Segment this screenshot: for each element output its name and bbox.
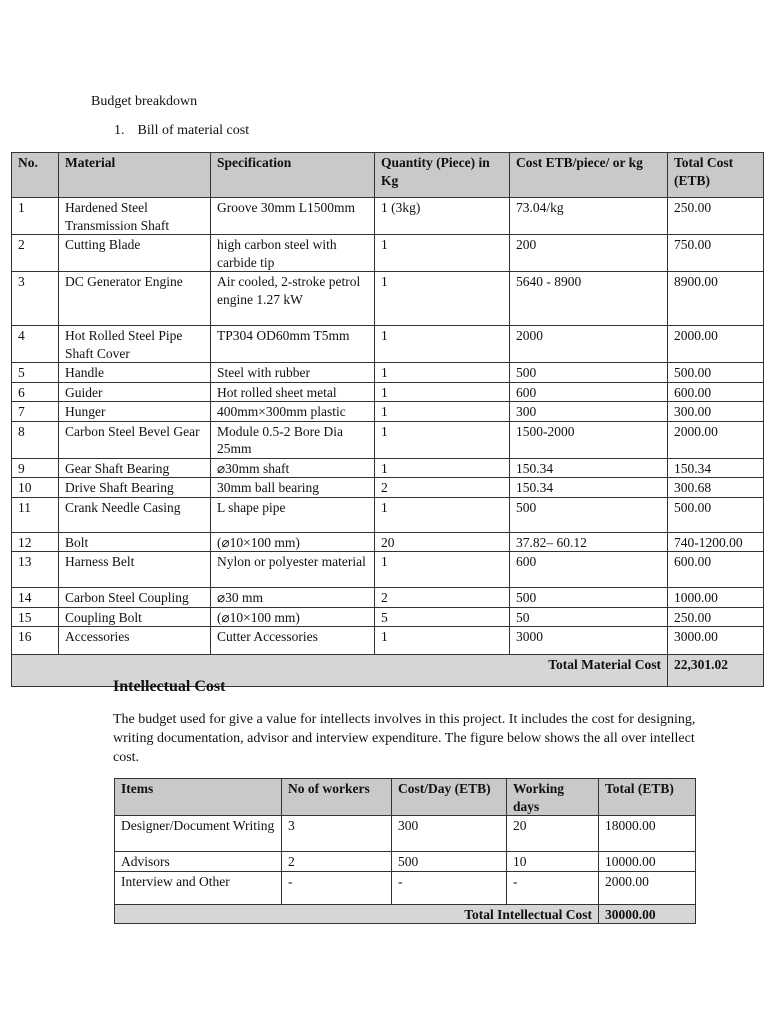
- total-intellectual-cost-row: [115, 904, 696, 924]
- table-row: [12, 272, 764, 326]
- cell-working-days: -: [507, 871, 599, 904]
- table-row: [12, 363, 764, 383]
- cell-specification: high carbon steel with carbide tip: [211, 235, 375, 272]
- cell-no: 2: [12, 235, 59, 272]
- cell-unit-cost: 73.04/kg: [510, 198, 668, 235]
- cell-total-cost: 600.00: [668, 382, 764, 402]
- table-row: [12, 532, 764, 552]
- cell-specification: Steel with rubber: [211, 363, 375, 383]
- column-header-working-days: Working days: [507, 779, 599, 816]
- table-header-row: [115, 779, 696, 816]
- cell-quantity: 1: [375, 421, 510, 458]
- cell-no: 5: [12, 363, 59, 383]
- cell-unit-cost: 500: [510, 363, 668, 383]
- cell-specification: (⌀10×100 mm): [211, 607, 375, 627]
- table-row: [12, 402, 764, 422]
- cell-quantity: 1: [375, 458, 510, 478]
- cell-specification: Groove 30mm L1500mm: [211, 198, 375, 235]
- table-row: [12, 552, 764, 588]
- cell-material: Crank Needle Casing: [59, 497, 211, 532]
- cell-unit-cost: 500: [510, 497, 668, 532]
- table-row: [115, 816, 696, 852]
- cell-total-cost: 1000.00: [668, 588, 764, 608]
- column-header-total-cost: Total Cost (ETB): [668, 153, 764, 198]
- cell-no: 10: [12, 478, 59, 498]
- cell-material: Guider: [59, 382, 211, 402]
- cell-unit-cost: 200: [510, 235, 668, 272]
- cell-material: Bolt: [59, 532, 211, 552]
- cell-no: 6: [12, 382, 59, 402]
- table-row: [12, 458, 764, 478]
- cell-quantity: 2: [375, 478, 510, 498]
- cell-unit-cost: 600: [510, 552, 668, 588]
- cell-no: 12: [12, 532, 59, 552]
- cell-specification: Module 0.5-2 Bore Dia 25mm: [211, 421, 375, 458]
- cell-total-cost: 500.00: [668, 363, 764, 383]
- cell-total-cost: 2000.00: [668, 326, 764, 363]
- cell-unit-cost: 150.34: [510, 458, 668, 478]
- cell-cost-per-day: 300: [392, 816, 507, 852]
- cell-workers: -: [282, 871, 392, 904]
- cell-specification: Air cooled, 2-stroke petrol engine 1.27 kW: [211, 272, 375, 326]
- cell-no: 9: [12, 458, 59, 478]
- cell-quantity: 1: [375, 363, 510, 383]
- cell-material: Carbon Steel Coupling: [59, 588, 211, 608]
- cell-unit-cost: 1500-2000: [510, 421, 668, 458]
- table-row: [12, 198, 764, 235]
- cell-specification: 400mm×300mm plastic: [211, 402, 375, 422]
- cell-quantity: 1: [375, 552, 510, 588]
- cell-quantity: 1 (3kg): [375, 198, 510, 235]
- column-header-unit-cost: Cost ETB/piece/ or kg: [510, 153, 668, 198]
- cell-working-days: 20: [507, 816, 599, 852]
- cell-total-cost: 740-1200.00: [668, 532, 764, 552]
- cell-specification: Hot rolled sheet metal: [211, 382, 375, 402]
- cell-specification: ⌀30 mm: [211, 588, 375, 608]
- intellectual-cost-table: [114, 778, 696, 924]
- cell-material: Hot Rolled Steel Pipe Shaft Cover: [59, 326, 211, 363]
- total-intellectual-cost-label: Total Intellectual Cost: [115, 904, 599, 924]
- cell-total: 10000.00: [599, 852, 696, 872]
- cell-quantity: 1: [375, 402, 510, 422]
- cell-unit-cost: 500: [510, 588, 668, 608]
- cell-material: Accessories: [59, 627, 211, 655]
- cell-material: Cutting Blade: [59, 235, 211, 272]
- cell-no: 4: [12, 326, 59, 363]
- cell-cost-per-day: 500: [392, 852, 507, 872]
- cell-quantity: 1: [375, 627, 510, 655]
- budget-breakdown-heading: Budget breakdown: [91, 94, 198, 109]
- cell-no: 13: [12, 552, 59, 588]
- table-row: [12, 235, 764, 272]
- table-row: [115, 852, 696, 872]
- cell-quantity: 5: [375, 607, 510, 627]
- column-header-cost-per-day: Cost/Day (ETB): [392, 779, 507, 816]
- cell-unit-cost: 37.82– 60.12: [510, 532, 668, 552]
- column-header-specification: Specification: [211, 153, 375, 198]
- cell-unit-cost: 3000: [510, 627, 668, 655]
- cell-no: 11: [12, 497, 59, 532]
- cell-total-cost: 300.68: [668, 478, 764, 498]
- cell-item: Interview and Other: [115, 871, 282, 904]
- cell-material: Hunger: [59, 402, 211, 422]
- cell-specification: ⌀30mm shaft: [211, 458, 375, 478]
- table-row: [12, 382, 764, 402]
- cell-specification: TP304 OD60mm T5mm: [211, 326, 375, 363]
- cell-material: Carbon Steel Bevel Gear: [59, 421, 211, 458]
- cell-quantity: 1: [375, 497, 510, 532]
- column-header-total: Total (ETB): [599, 779, 696, 816]
- cell-cost-per-day: -: [392, 871, 507, 904]
- bill-of-material-subheading: [114, 123, 249, 139]
- cell-no: 1: [12, 198, 59, 235]
- cell-total-cost: 250.00: [668, 198, 764, 235]
- cell-working-days: 10: [507, 852, 599, 872]
- cell-material: Drive Shaft Bearing: [59, 478, 211, 498]
- table-row: [12, 588, 764, 608]
- cell-quantity: 1: [375, 382, 510, 402]
- total-material-cost-label: Total Material Cost: [12, 655, 668, 687]
- cell-no: 7: [12, 402, 59, 422]
- cell-specification: Nylon or polyester material: [211, 552, 375, 588]
- subheading-text: Bill of material cost: [137, 123, 250, 138]
- cell-no: 3: [12, 272, 59, 326]
- cell-total: 18000.00: [599, 816, 696, 852]
- cell-total-cost: 300.00: [668, 402, 764, 422]
- cell-material: Handle: [59, 363, 211, 383]
- total-material-cost-value: 22,301.02: [668, 655, 764, 687]
- cell-unit-cost: 150.34: [510, 478, 668, 498]
- column-header-no: No.: [12, 153, 59, 198]
- table-header-row: [12, 153, 764, 198]
- cell-item: Advisors: [115, 852, 282, 872]
- table-row: [12, 421, 764, 458]
- cell-no: 15: [12, 607, 59, 627]
- cell-quantity: 1: [375, 326, 510, 363]
- cell-unit-cost: 50: [510, 607, 668, 627]
- cell-specification: L shape pipe: [211, 497, 375, 532]
- table-row: [12, 627, 764, 655]
- cell-unit-cost: 600: [510, 382, 668, 402]
- cell-workers: 3: [282, 816, 392, 852]
- total-intellectual-cost-value: 30000.00: [599, 904, 696, 924]
- cell-total-cost: 750.00: [668, 235, 764, 272]
- cell-quantity: 20: [375, 532, 510, 552]
- table-row: [12, 478, 764, 498]
- column-header-workers: No of workers: [282, 779, 392, 816]
- cell-unit-cost: 2000: [510, 326, 668, 363]
- cell-specification: Cutter Accessories: [211, 627, 375, 655]
- cell-total-cost: 500.00: [668, 497, 764, 532]
- cell-total-cost: 2000.00: [668, 421, 764, 458]
- cell-item: Designer/Document Writing: [115, 816, 282, 852]
- column-header-material: Material: [59, 153, 211, 198]
- cell-quantity: 1: [375, 272, 510, 326]
- cell-no: 16: [12, 627, 59, 655]
- table-row: [12, 607, 764, 627]
- cell-workers: 2: [282, 852, 392, 872]
- bill-of-material-table: [11, 152, 764, 687]
- table-row: [115, 871, 696, 904]
- cell-total-cost: 3000.00: [668, 627, 764, 655]
- cell-total-cost: 150.34: [668, 458, 764, 478]
- cell-material: Hardened Steel Transmission Shaft: [59, 198, 211, 235]
- cell-material: DC Generator Engine: [59, 272, 211, 326]
- intellectual-cost-heading: Intellectual Cost: [113, 678, 226, 695]
- table-row: [12, 326, 764, 363]
- cell-material: Coupling Bolt: [59, 607, 211, 627]
- cell-material: Harness Belt: [59, 552, 211, 588]
- table-row: [12, 497, 764, 532]
- cell-total: 2000.00: [599, 871, 696, 904]
- cell-quantity: 2: [375, 588, 510, 608]
- cell-no: 8: [12, 421, 59, 458]
- cell-specification: 30mm ball bearing: [211, 478, 375, 498]
- cell-unit-cost: 5640 - 8900: [510, 272, 668, 326]
- intellectual-cost-paragraph: The budget used for give a value for intellects involves in this project. It includes the cost for designing, writing documentation, advisor and interview expenditure. The figure below shows the all over intellect cost.: [113, 712, 696, 765]
- cell-no: 14: [12, 588, 59, 608]
- column-header-quantity: Quantity (Piece) in Kg: [375, 153, 510, 198]
- cell-total-cost: 8900.00: [668, 272, 764, 326]
- cell-specification: (⌀10×100 mm): [211, 532, 375, 552]
- cell-material: Gear Shaft Bearing: [59, 458, 211, 478]
- cell-unit-cost: 300: [510, 402, 668, 422]
- cell-total-cost: 250.00: [668, 607, 764, 627]
- cell-quantity: 1: [375, 235, 510, 272]
- cell-total-cost: 600.00: [668, 552, 764, 588]
- column-header-items: Items: [115, 779, 282, 816]
- list-number: 1.: [114, 123, 125, 138]
